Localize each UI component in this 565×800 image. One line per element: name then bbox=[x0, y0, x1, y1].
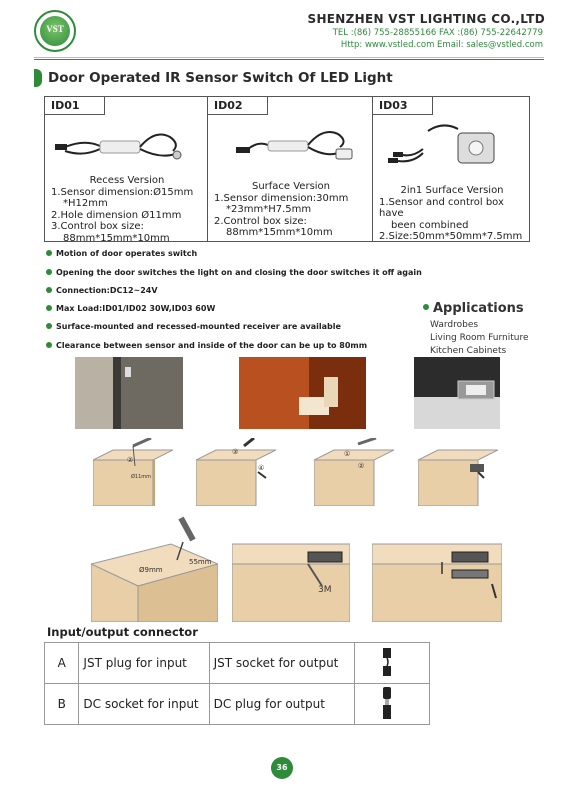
product-desc bbox=[214, 181, 368, 239]
wardrobe-photo bbox=[75, 357, 183, 429]
row-key: A bbox=[45, 643, 79, 684]
output-cell: JST socket for output bbox=[209, 643, 355, 684]
dc-connector-icon bbox=[359, 685, 417, 721]
page-title: Door Operated IR Sensor Switch Of LED Light bbox=[48, 70, 393, 86]
feature-item: Max Load:ID01/ID02 30W,ID03 60W bbox=[46, 304, 215, 313]
install-step-drawing bbox=[93, 438, 173, 506]
install-step-drawing bbox=[418, 438, 498, 506]
product-desc bbox=[51, 175, 203, 244]
hole-dimension-label: Ø9mm bbox=[139, 566, 163, 574]
io-connector-title: Input/output connector bbox=[47, 625, 198, 639]
logo-text: VST bbox=[46, 24, 64, 34]
header-divider-accent bbox=[34, 59, 544, 60]
application-item: Kitchen Cabinets bbox=[430, 346, 507, 356]
product-id-label: ID03 bbox=[373, 97, 433, 115]
step-marker: ② bbox=[358, 462, 365, 470]
jst-connector-icon bbox=[359, 644, 417, 680]
website-email: Http: www.vstled.com Email: sales@vstled.com bbox=[340, 40, 543, 50]
step-marker: ① bbox=[344, 450, 351, 458]
product-id02 bbox=[208, 97, 373, 241]
sensor-mounted-photo bbox=[414, 357, 500, 429]
tel-fax: TEL :(86) 755-28855166 FAX :(86) 755-22642779 bbox=[332, 28, 543, 38]
install-step-drawing bbox=[196, 438, 276, 506]
tape-label: 3M bbox=[318, 585, 332, 595]
step-marker: ③ bbox=[232, 448, 239, 456]
spec-line: 2.Hole dimension Ø11mm bbox=[51, 209, 182, 221]
applications-title: Applications bbox=[423, 301, 524, 316]
company-name: SHENZHEN VST LIGHTING CO.,LTD bbox=[307, 12, 545, 26]
application-item: Living Room Furniture bbox=[430, 333, 529, 343]
spec-line: *23mm*H7.5mm bbox=[226, 204, 312, 215]
spec-line: been combined bbox=[391, 219, 469, 231]
product-table bbox=[44, 96, 530, 242]
spec-line: 3.Control box size: bbox=[51, 221, 144, 232]
spec-line: 88mm*15mm*10mm bbox=[63, 232, 170, 244]
page-number: 36 bbox=[271, 757, 293, 779]
assembly-drawing bbox=[372, 514, 502, 622]
application-item: Wardrobes bbox=[430, 320, 479, 330]
input-cell: JST plug for input bbox=[79, 643, 209, 684]
spec-line: *H12mm bbox=[63, 198, 108, 209]
version-label: Surface Version bbox=[251, 181, 331, 192]
surface-sensor-image bbox=[218, 119, 363, 169]
spec-line: 1.Sensor and control box have bbox=[379, 196, 504, 219]
version-label: Recess Version bbox=[89, 175, 165, 186]
connector-cell bbox=[355, 643, 430, 684]
2in1-sensor-image bbox=[383, 119, 519, 169]
row-key: B bbox=[45, 684, 79, 725]
table-row bbox=[45, 684, 430, 725]
step-marker: ② bbox=[127, 456, 134, 464]
product-desc bbox=[379, 185, 525, 243]
spec-line: 1.Sensor dimension:Ø15mm bbox=[51, 186, 194, 198]
product-id-label: ID02 bbox=[208, 97, 268, 115]
hole-dimension-label: Ø11mm bbox=[131, 474, 152, 480]
cabinet-photo bbox=[239, 357, 366, 429]
spec-line: 1.Sensor dimension:30mm bbox=[214, 192, 349, 204]
feature-item: Clearance between sensor and inside of the door can be up to 80mm bbox=[46, 341, 367, 350]
drilling-drawing bbox=[91, 514, 218, 622]
spec-line: 2.Control box size: bbox=[214, 215, 307, 227]
company-logo bbox=[34, 10, 76, 52]
distance-label: 55mm bbox=[189, 558, 212, 566]
connector-cell bbox=[355, 684, 430, 725]
product-id01 bbox=[45, 97, 208, 244]
spec-line: 88mm*15mm*10mm bbox=[226, 227, 333, 238]
step-marker: ④ bbox=[258, 464, 265, 472]
feature-item: Surface-mounted and recessed-mounted receiver are available bbox=[46, 322, 341, 331]
product-id03 bbox=[373, 97, 529, 241]
io-connector-table bbox=[44, 642, 430, 725]
recess-sensor-image bbox=[55, 119, 198, 169]
header-divider bbox=[34, 57, 544, 58]
mounting-drawing bbox=[232, 514, 350, 622]
feature-item: Connection:DC12~24V bbox=[46, 286, 158, 295]
install-step-drawing bbox=[314, 438, 394, 506]
feature-item: Opening the door switches the light on and closing the door switches it off again bbox=[46, 268, 422, 277]
output-cell: DC plug for output bbox=[209, 684, 355, 725]
table-row bbox=[45, 643, 430, 684]
version-label: 2in1 Surface Version bbox=[400, 185, 504, 196]
spec-line: 2.Size:50mm*50mm*7.5mm bbox=[379, 231, 523, 242]
product-id-label: ID01 bbox=[45, 97, 105, 115]
input-cell: DC socket for input bbox=[79, 684, 209, 725]
feature-item: Motion of door operates switch bbox=[46, 249, 197, 258]
title-marker bbox=[34, 69, 42, 87]
